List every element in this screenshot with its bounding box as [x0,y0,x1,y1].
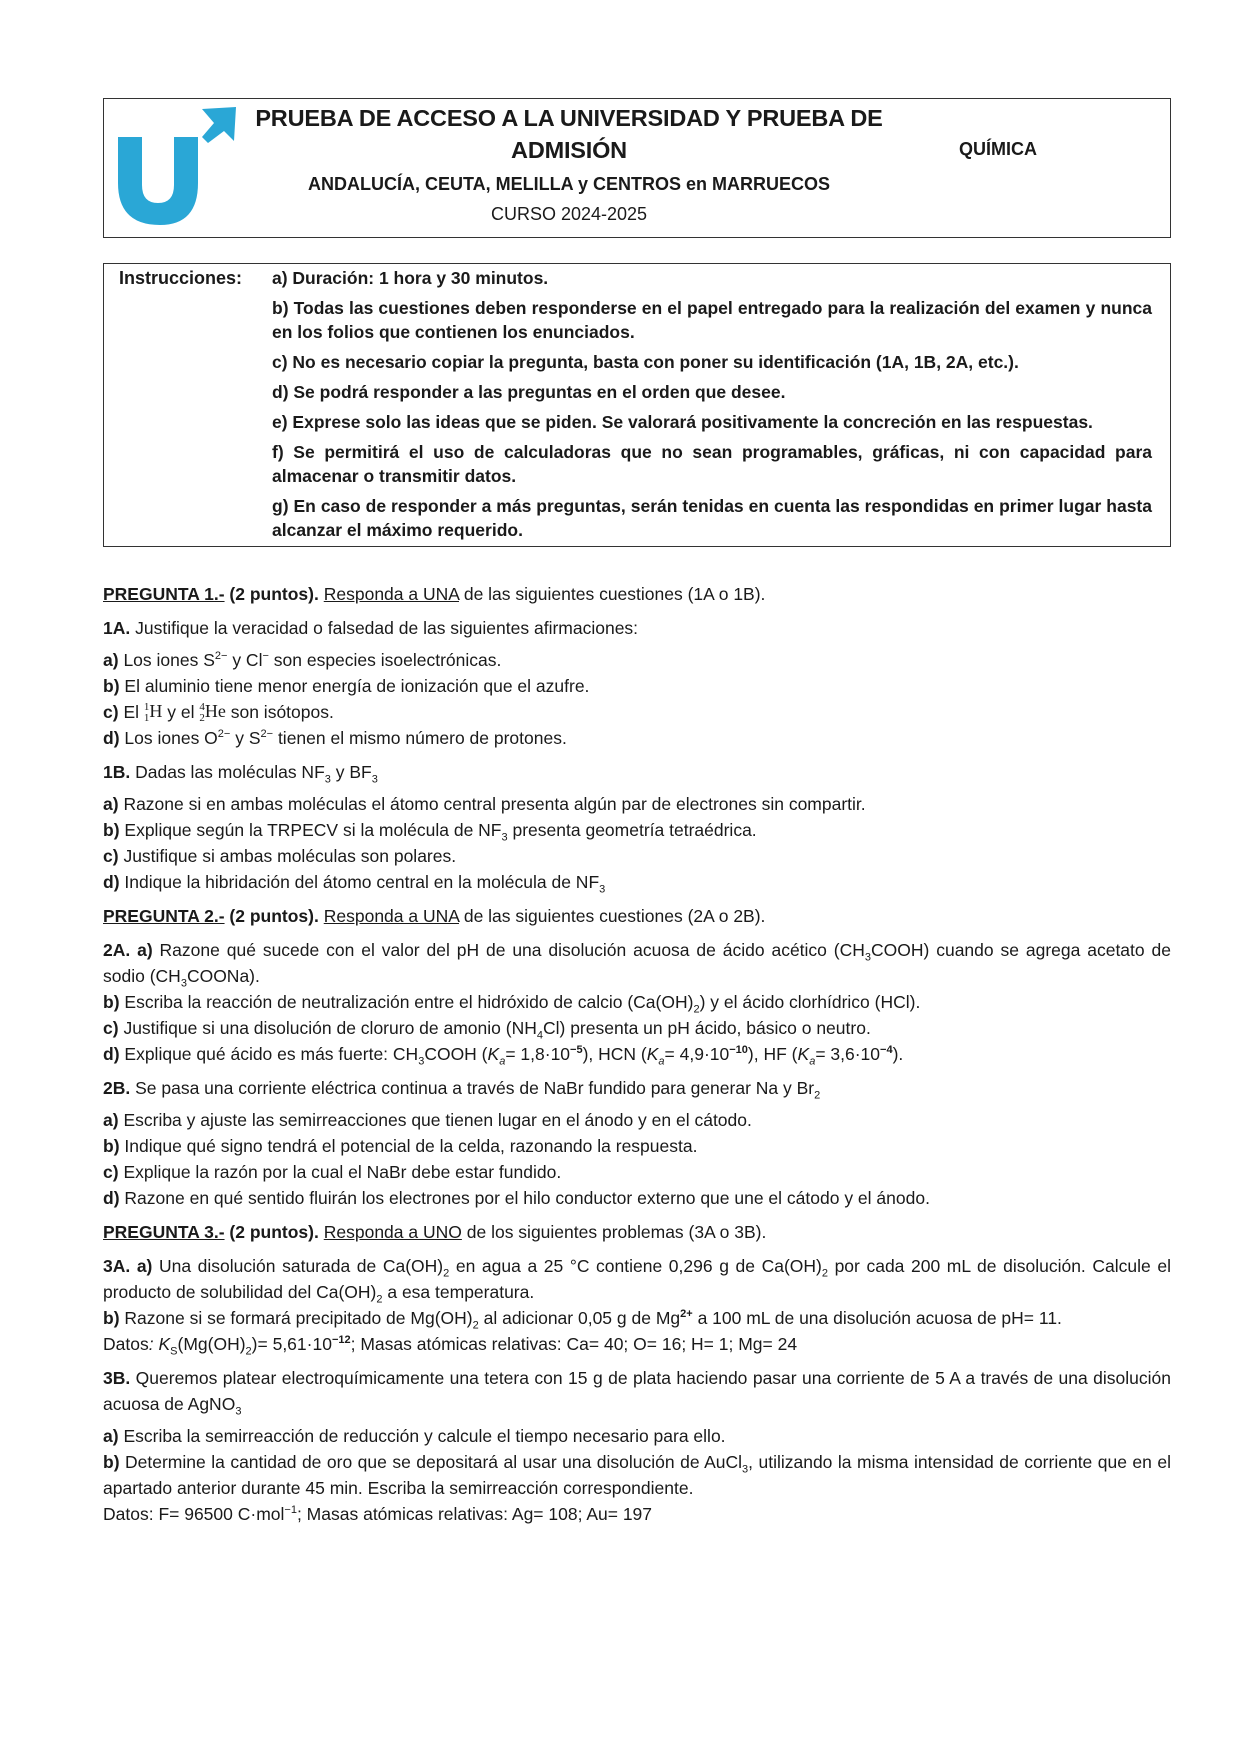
item-label: c) [103,1162,119,1182]
question-3-heading [103,1219,1171,1245]
question-1-instruction-rest: de las siguientes cuestiones (1A o 1B). [463,584,766,604]
question-3-points: (2 puntos). [229,1222,319,1242]
instructions-list [272,266,1152,548]
question-3-instruction-rest: de los siguientes problemas (3A o 3B). [466,1222,767,1242]
question-2a-item-a: 2A. a) Razone qué sucede con el valor del pH de una disolución acuosa de ácido acético $(CH_3COOH)$ cuando se agrega acetato de sodio $(CH_3COONa)$. [103,940,1171,990]
exam-course: CURSO 2024-2025 [490,204,648,224]
instructions-box [103,263,1171,547]
item-label: d) [103,1044,120,1064]
question-1a-statement [103,615,1171,641]
item-label: b) [103,1308,120,1328]
item-label: d) [103,728,120,748]
item-label: d) [103,1188,120,1208]
question-3-instruction: Responda a UNO [323,1222,462,1242]
question-1a-item-b: b) El aluminio tiene menor energía de ionización que el azufre. [103,676,590,696]
question-2-instruction: Responda a UNA [323,906,459,926]
question-1a-label: 1A. [103,618,131,638]
question-3a-data: Datos: $K_S(Mg(OH)_2)= 5,61\cdot 10^{-12}$; Masas atómicas relativas: Ca= 40; O= 16; H= 1; Mg= 24 [103,1334,798,1358]
item-label: c) [103,702,119,722]
question-3b-item-b: b) Determine la cantidad de oro que se depositará al usar una disolución de AuCl$_3$, utilizando la misma intensidad de corriente que en el apartado anterior durante 45 min. Escriba la semirreacción correspondiente. [103,1452,1171,1498]
question-1b-item-b: b) Explique según la TRPECV si la molécula de $NF_3$ presenta geometría tetraédrica. [103,820,757,844]
question-3a-item-a: 3A. a) Una disolución saturada de $Ca(OH)_2$ en agua a 25 °C contiene 0,296 g de $Ca(OH)_2$ por cada 200 mL de disolución. Calcule el producto de solubilidad del $Ca(OH)_2$ a esa temperatura. [103,1256,1171,1306]
question-1b-item-a: a) Razone si en ambas moléculas el átomo central presenta algún par de electrones sin compartir. [103,794,866,814]
question-2b-item-a: a) Escriba y ajuste las semirreacciones que tienen lugar en el ánodo y en el cátodo. [103,1110,752,1130]
instruction-item: b) Todas las cuestiones deben responderse en el papel entregado para la realización del examen y nunca en los folios que contienen los enunciados. [272,298,1152,342]
question-1b-statement: 1B. Dadas las moléculas $NF_3$ y $BF_3$ [103,762,378,786]
item-label: a) [103,794,119,814]
question-1a-item-c: c) El 1 1 H y el 4 2 He son isótopos. [103,701,334,725]
isotope-hydrogen: 1 1 H [143,701,163,725]
exam-title-line1: PRUEBA DE ACCESO A LA UNIVERSIDAD Y PRUEBA DE [255,105,883,131]
item-label: a) [103,1110,119,1130]
question-2-instruction-rest: de las siguientes cuestiones (2A o 2B). [463,906,766,926]
question-2a-item-c: c) Justifique si una disolución de cloruro de amonio $(NH_4Cl)$ presenta un pH ácido, básico o neutro. [103,1018,871,1042]
question-1a-text: Justifique la veracidad o falsedad de las siguientes afirmaciones: [135,618,639,638]
question-1a-item-a: a) Los iones $S^{2-}$ y Cl− son especies isoelectrónicas. [103,650,502,670]
item-label: b) [103,676,120,696]
item-label: a) [103,1426,119,1446]
question-2b-item-b: b) Indique qué signo tendrá el potencial de la celda, razonando la respuesta. [103,1136,698,1156]
item-label: c) [103,1018,119,1038]
instructions-label: Instrucciones: [119,268,243,288]
question-2b-item-c: c) Explique la razón por la cual el NaBr debe estar fundido. [103,1162,562,1182]
exam-region: ANDALUCÍA, CEUTA, MELILLA y CENTROS en MARRUECOS [308,174,830,194]
item-label: b) [103,820,120,840]
question-3b-label: 3B. [103,1368,131,1388]
question-3b-item-a: a) Escriba la semirreacción de reducción y calcule el tiempo necesario para ello. [103,1426,726,1446]
question-3b-statement: 3B. Queremos platear electroquímicamente una tetera con 15 g de plata haciendo pasar una corriente de 5 A a través de una disolución acuosa de AgNO$_3$ [103,1368,1171,1418]
question-3-title: PREGUNTA 3.- [103,1222,225,1242]
question-1-points: (2 puntos). [229,584,319,604]
item-label: b) [103,1452,120,1472]
question-2b-label: 2B. [103,1078,131,1098]
question-1b-item-d: d) Indique la hibridación del átomo central en la molécula de $NF_3$ [103,872,606,896]
exam-questions [103,581,1171,1527]
exam-subject: QUÍMICA [959,139,1037,159]
instruction-item: f) Se permitirá el uso de calculadoras que no sean programables, gráficas, ni con capacidad para almacenar o transmitir datos. [272,442,1152,486]
question-2a-label: 2A. a) [103,940,153,960]
question-1a-item-d: d) Los iones $O^{2-}$ y $S^{2-}$ tienen el mismo número de protones. [103,728,567,748]
instruction-item: d) Se podrá responder a las preguntas en el orden que desee. [272,382,786,402]
question-2b-statement: 2B. Se pasa una corriente eléctrica continua a través de NaBr fundido para generar Na y $Br_2$ [103,1078,821,1102]
question-1-instruction: Responda a UNA [323,584,459,604]
exam-title-line2: ADMISIÓN [511,137,627,163]
question-1-heading [103,581,1171,607]
question-2a-item-d: d) Explique qué ácido es más fuerte: $CH_3COOH$ $(K_a= 1,8\cdot 10^{-5})$, HCN $(K_a= 4,9\cdot 10^{-10})$, HF $(K_a= 3,6\cdot 10^{-4})$. [103,1044,904,1068]
question-2-points: (2 puntos). [229,906,319,926]
item-label: b) [103,1136,120,1156]
question-3a-item-b: b) Razone si se formará precipitado de $Mg(OH)_2$ al adicionar 0,05 g de $Mg^{2+}$ a 100 mL de una disolución acuosa de pH= 11. [103,1308,1062,1332]
question-1b-item-c: c) Justifique si ambas moléculas son polares. [103,846,457,866]
question-3a-label: 3A. a) [103,1256,153,1276]
instruction-item: g) En caso de responder a más preguntas, serán tenidas en cuenta las respondidas en primer lugar hasta alcanzar el máximo requerido. [272,496,1152,540]
question-2b-item-d: d) Razone en qué sentido fluirán los electrones por el hilo conductor externo que une el cátodo y el ánodo. [103,1188,930,1208]
instruction-item: c) No es necesario copiar la pregunta, basta con poner su identificación (1A, 1B, 2A, etc.). [272,352,1019,372]
question-2-heading [103,903,1171,929]
item-label: c) [103,846,119,866]
item-label: a) [103,650,119,670]
item-label: d) [103,872,120,892]
university-u-logo-icon [112,103,238,235]
instruction-item: a) Duración: 1 hora y 30 minutos. [272,268,549,288]
question-2a-item-b: b) Escriba la reacción de neutralización entre el hidróxido de calcio $(Ca(OH)_2)$ y el ácido clorhídrico (HCl). [103,992,921,1016]
question-3b-data: Datos: F= 96500 C·mol$^{-1}$; Masas atómicas relativas: Ag= 108; Au= 197 [103,1504,653,1524]
item-label: b) [103,992,120,1012]
isotope-helium: 4 2 He [199,701,226,725]
question-1b-label: 1B. [103,762,131,782]
exam-page [103,98,1171,1524]
exam-header [103,98,1171,238]
question-2-title: PREGUNTA 2.- [103,906,225,926]
question-1-title: PREGUNTA 1.- [103,584,225,604]
instruction-item: e) Exprese solo las ideas que se piden. Se valorará positivamente la concreción en las respuestas. [272,412,1093,432]
